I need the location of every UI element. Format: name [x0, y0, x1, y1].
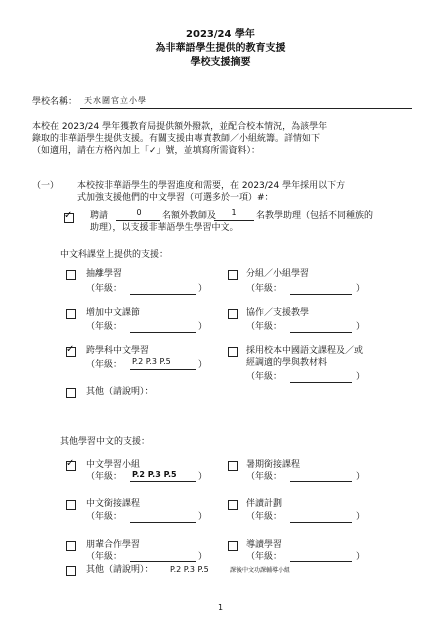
school-curriculum-grade-label: （年級： [246, 372, 283, 382]
reading-partner-grade-close: ） [356, 512, 366, 522]
extra-lessons-grade-label: （年級： [86, 322, 123, 332]
guided-reading-grade-line[interactable] [290, 561, 352, 562]
school-curriculum-grade-line[interactable] [290, 382, 352, 383]
school-name-value: 天水圍官立小學 [84, 96, 147, 105]
section-number: （一） [32, 181, 60, 191]
school-name-underline [80, 108, 412, 109]
extra-lessons-checkbox[interactable] [66, 309, 76, 319]
summer-bridging-label: 暑期銜接課程 [246, 460, 301, 470]
summer-bridging-grade-label: （年級： [246, 472, 283, 482]
chinese-group-checkbox[interactable] [66, 458, 76, 471]
summer-bridging-checkbox[interactable] [228, 461, 238, 471]
group-learning-grade-label: （年級： [246, 284, 283, 294]
co-teaching-checkbox[interactable] [228, 309, 238, 319]
assistants-count-value: 1 [231, 208, 237, 217]
pullout-grade-line[interactable] [130, 294, 196, 295]
co-teaching-grade-line[interactable] [290, 332, 352, 333]
chinese-group-grade-line[interactable] [130, 481, 196, 482]
hire-suffix: 名教學助理（包括不同種族的 [256, 211, 374, 221]
page-number: 1 [217, 603, 224, 612]
in-class-other-label: 其他（請說明）： [86, 387, 154, 397]
section-line-2: 式加強支援他們的中文學習（可選多於一項）#： [77, 193, 274, 203]
peer-learning-grade-close: ） [198, 552, 208, 562]
intro-line-1: 本校在 2023/24 學年獲教育局提供額外撥款，並配合校本情況，為該學年 [32, 122, 328, 132]
chinese-bridging-grade-line[interactable] [130, 522, 196, 523]
guided-reading-label: 導讀學習 [246, 540, 283, 550]
header-title: 為非華語學生提供的教育支援 [155, 43, 286, 54]
co-teaching-label: 協作／支援教學 [246, 308, 310, 318]
guided-reading-checkbox[interactable] [228, 541, 238, 551]
school-name-label: 學校名稱： [32, 97, 78, 107]
cross-curricular-grade-close: ） [198, 360, 208, 370]
extra-lessons-grade-close: ） [198, 322, 208, 332]
guided-reading-grade-close: ） [356, 552, 366, 562]
summer-bridging-grade-line[interactable] [290, 481, 352, 482]
intro-line-2: 錄取的非華語學生提供支援。有關支援由專責教師／小組統籌。詳情如下 [32, 134, 321, 144]
hire-mid: 名額外教師及 [162, 211, 217, 221]
teachers-count-value: 0 [136, 208, 142, 217]
summer-bridging-grade-close: ） [356, 472, 366, 482]
hire-line-2: 助理），以支援非華語學生學習中文。 [90, 223, 239, 233]
reading-partner-label: 伴讀計劃 [246, 499, 283, 509]
reading-partner-grade-line[interactable] [290, 522, 352, 523]
chinese-group-grade-close: ） [198, 472, 208, 482]
peer-learning-checkbox[interactable] [66, 541, 76, 551]
pullout-label: 抽離學習 [86, 269, 123, 279]
header-year: 2023/24 學年 [186, 29, 255, 40]
chinese-group-grade-value: P.2 P.3 P.5 [132, 470, 177, 479]
teachers-count-underline [116, 220, 160, 221]
intro-line-3: （如適用，請在方格內加上「✓」號，並填寫所需資料）： [32, 146, 261, 156]
co-teaching-grade-close: ） [356, 322, 366, 332]
cross-curricular-grade-line[interactable] [130, 369, 196, 370]
guided-reading-grade-label: （年級： [246, 552, 283, 562]
cross-curricular-grade-label: （年級： [86, 360, 123, 370]
check-mark-icon: ✓ [66, 344, 75, 355]
out-class-other-label: 其他（請說明）： [86, 565, 154, 575]
out-class-other-value: P.2 P.3 P.5 [170, 565, 209, 574]
chinese-group-label: 中文學習小組 [86, 460, 141, 470]
hire-checkbox[interactable] [64, 210, 74, 223]
cross-curricular-label: 跨學科中文學習 [86, 346, 150, 356]
pullout-checkbox[interactable] [66, 270, 76, 280]
out-class-other-checkbox[interactable] [66, 566, 76, 576]
check-mark-icon: ✓ [64, 210, 73, 221]
chinese-bridging-label: 中文銜接課程 [86, 499, 141, 509]
section-line-1: 本校按非華語學生的學習進度和需要，在 2023/24 學年採用以下方 [77, 181, 346, 191]
extra-lessons-grade-line[interactable] [130, 332, 196, 333]
group-learning-grade-close: ） [356, 284, 366, 294]
header-subtitle: 學校支援摘要 [190, 57, 251, 68]
out-class-other-note: 課後中文功課輔導小組 [230, 567, 291, 574]
peer-learning-grade-line[interactable] [130, 561, 196, 562]
peer-learning-grade-label: （年級： [86, 552, 123, 562]
hire-prefix: 聘請 [90, 211, 109, 221]
chinese-bridging-checkbox[interactable] [66, 500, 76, 510]
chinese-group-grade-label: （年級： [86, 472, 123, 482]
reading-partner-checkbox[interactable] [228, 500, 238, 510]
school-curriculum-grade-close: ） [356, 372, 366, 382]
in-class-other-checkbox[interactable] [66, 388, 76, 398]
in-class-heading: 中文科課堂上提供的支援： [60, 250, 169, 260]
out-class-heading: 其他學習中文的支援： [60, 437, 151, 447]
group-learning-checkbox[interactable] [228, 270, 238, 280]
peer-learning-label: 朋輩合作學習 [86, 540, 141, 550]
assistants-count-underline [214, 220, 254, 221]
chinese-bridging-grade-label: （年級： [86, 512, 123, 522]
group-learning-grade-line[interactable] [290, 294, 352, 295]
pullout-grade-close: ） [198, 284, 208, 294]
co-teaching-grade-label: （年級： [246, 322, 283, 332]
cross-curricular-grade-value: P.2 P.3 P.5 [132, 357, 171, 366]
cross-curricular-checkbox[interactable] [66, 344, 76, 357]
reading-partner-grade-label: （年級： [246, 512, 283, 522]
school-curriculum-label-2: 經調適的學與教材料 [246, 358, 328, 368]
school-curriculum-label: 採用校本中國語文課程及／或 [246, 346, 364, 356]
check-mark-icon: ✓ [66, 458, 75, 469]
group-learning-label: 分組／小組學習 [246, 269, 310, 279]
school-curriculum-checkbox[interactable] [228, 347, 238, 357]
pullout-grade-label: （年級： [86, 284, 123, 294]
chinese-bridging-grade-close: ） [198, 512, 208, 522]
extra-lessons-label: 增加中文課節 [86, 308, 141, 318]
